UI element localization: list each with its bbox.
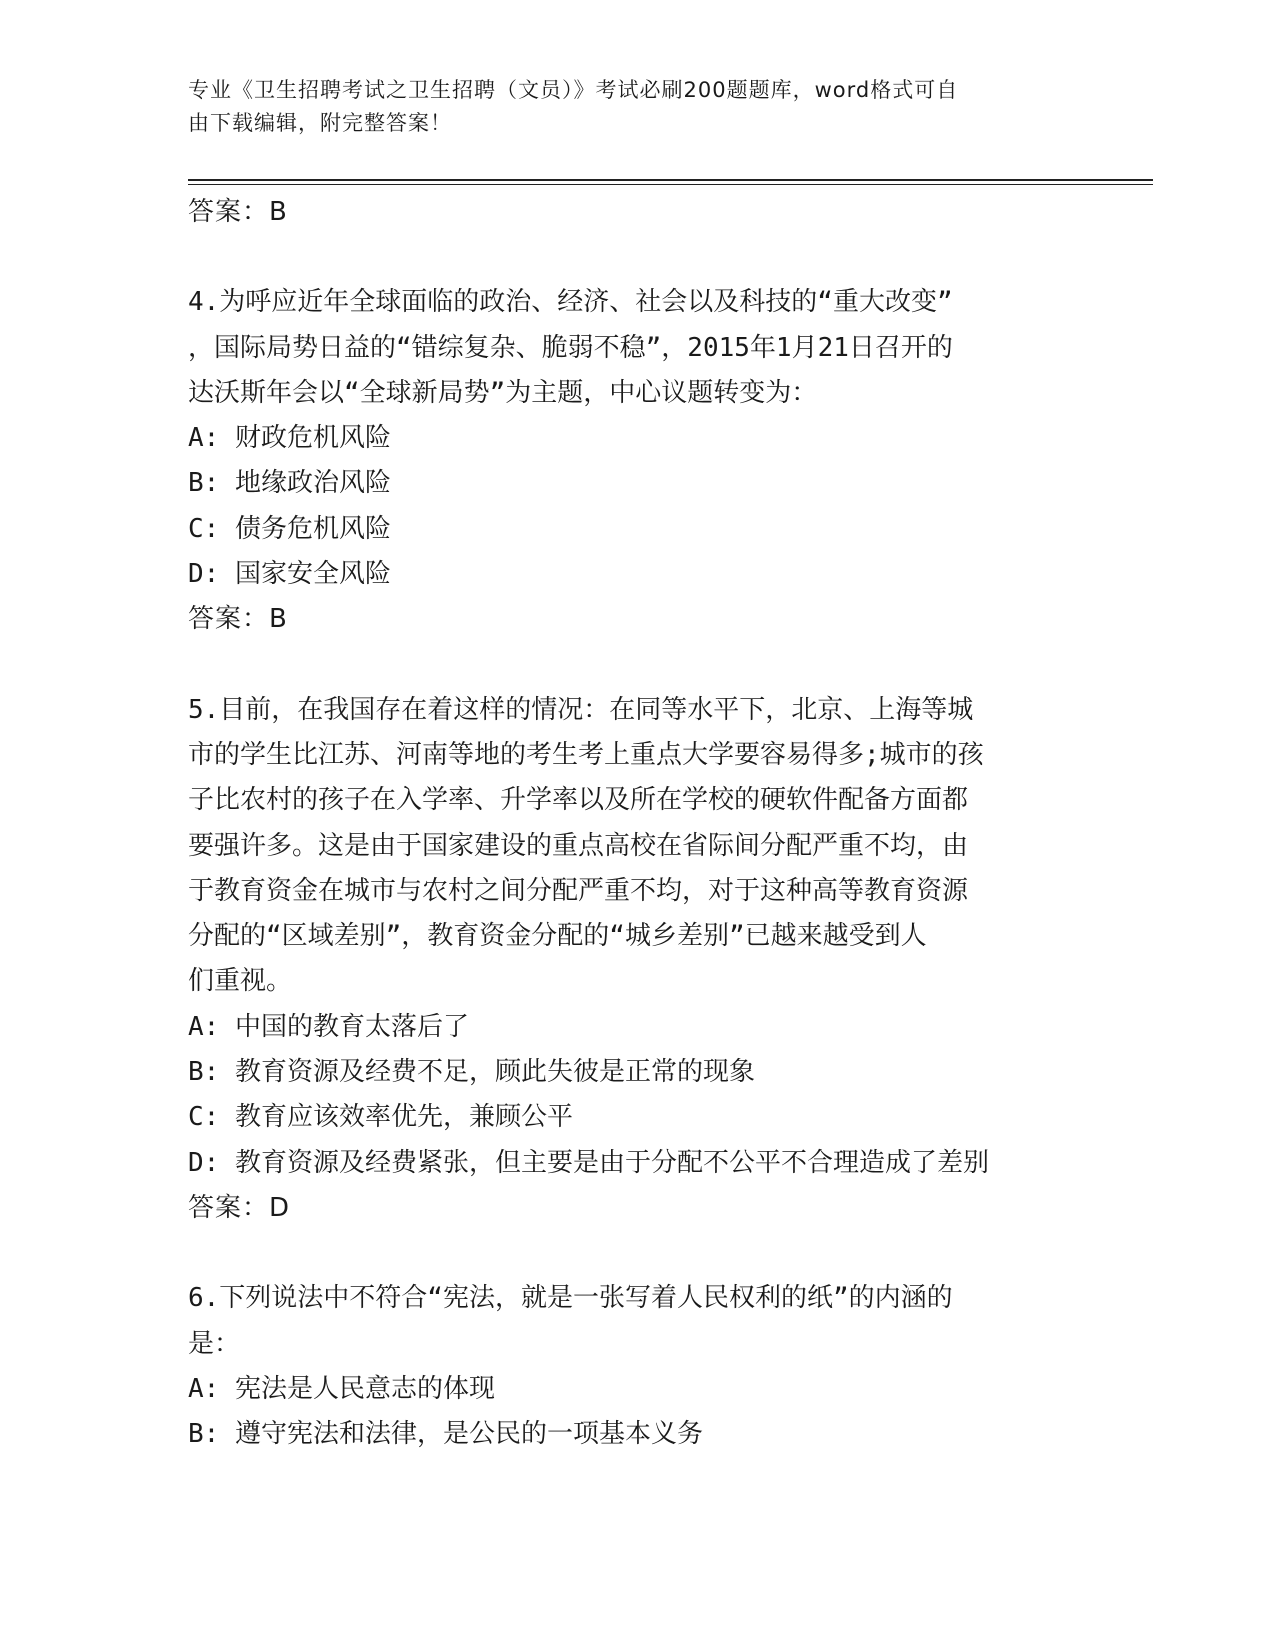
question-block <box>188 688 1088 1232</box>
option-a: A: 中国的教育太落后了 <box>188 1011 469 1042</box>
option-d: D: 国家安全风险 <box>188 559 391 590</box>
question-stem-line: 4.为呼应近年全球面临的政治、经济、社会以及科技的“重大改变” <box>188 287 953 318</box>
option-a: A: 宪法是人民意志的体现 <box>188 1373 495 1404</box>
option-c: C: 教育应该效率优先，兼顾公平 <box>188 1102 573 1133</box>
spacer <box>188 235 1088 280</box>
document-body <box>188 190 1088 1457</box>
option-d: D: 教育资源及经费紧张，但主要是由于分配不公平不合理造成了差别 <box>188 1147 989 1178</box>
answer-line: 答案：B <box>188 197 288 227</box>
document-header <box>188 74 1068 140</box>
question-stem-line: 于教育资金在城市与农村之间分配严重不均，对于这种高等教育资源 <box>188 875 969 906</box>
question-stem-line: 要强许多。这是由于国家建设的重点高校在省际间分配严重不均，由 <box>188 830 969 861</box>
header-rule-thin <box>188 184 1153 185</box>
option-a: A: 财政危机风险 <box>188 423 391 454</box>
spacer <box>188 1231 1088 1276</box>
question-stem-line: 是： <box>188 1328 241 1359</box>
header-line-1: 专业《卫生招聘考试之卫生招聘（文员）》考试必刷200题题库，word格式可自 <box>188 78 959 102</box>
option-b: B: 地缘政治风险 <box>188 468 391 499</box>
question-stem-line: 达沃斯年会以“全球新局势”为主题，中心议题转变为： <box>188 377 818 408</box>
option-b: B: 遵守宪法和法律，是公民的一项基本义务 <box>188 1419 703 1450</box>
option-b: B: 教育资源及经费不足，顾此失彼是正常的现象 <box>188 1057 755 1088</box>
question-stem-line: 们重视。 <box>188 966 293 997</box>
spacer <box>188 643 1088 688</box>
question-stem-line: 子比农村的孩子在入学率、升学率以及所在学校的硬软件配备方面都 <box>188 785 969 816</box>
header-rule-thick <box>188 179 1153 181</box>
question-block <box>188 280 1088 642</box>
answer-line: 答案：B <box>188 604 288 635</box>
answer-line: 答案：D <box>188 1192 291 1223</box>
question-stem-line: 分配的“区域差别”，教育资金分配的“城乡差别”已越来越受到人 <box>188 921 927 952</box>
question-block <box>188 1276 1088 1457</box>
question-stem-line: 市的学生比江苏、河南等地的考生考上重点大学要容易得多;城市的孩 <box>188 739 984 770</box>
header-line-2: 由下载编辑，附完整答案！ <box>188 111 452 135</box>
option-c: C: 债务危机风险 <box>188 513 391 544</box>
question-stem-line: 5.目前，在我国存在着这样的情况：在同等水平下，北京、上海等城 <box>188 694 974 725</box>
question-stem-line: 6.下列说法中不符合“宪法，就是一张写着人民权利的纸”的内涵的 <box>188 1283 953 1314</box>
question-stem-line: ，国际局势日益的“错综复杂、脆弱不稳”，2015年1月21日召开的 <box>188 332 953 363</box>
